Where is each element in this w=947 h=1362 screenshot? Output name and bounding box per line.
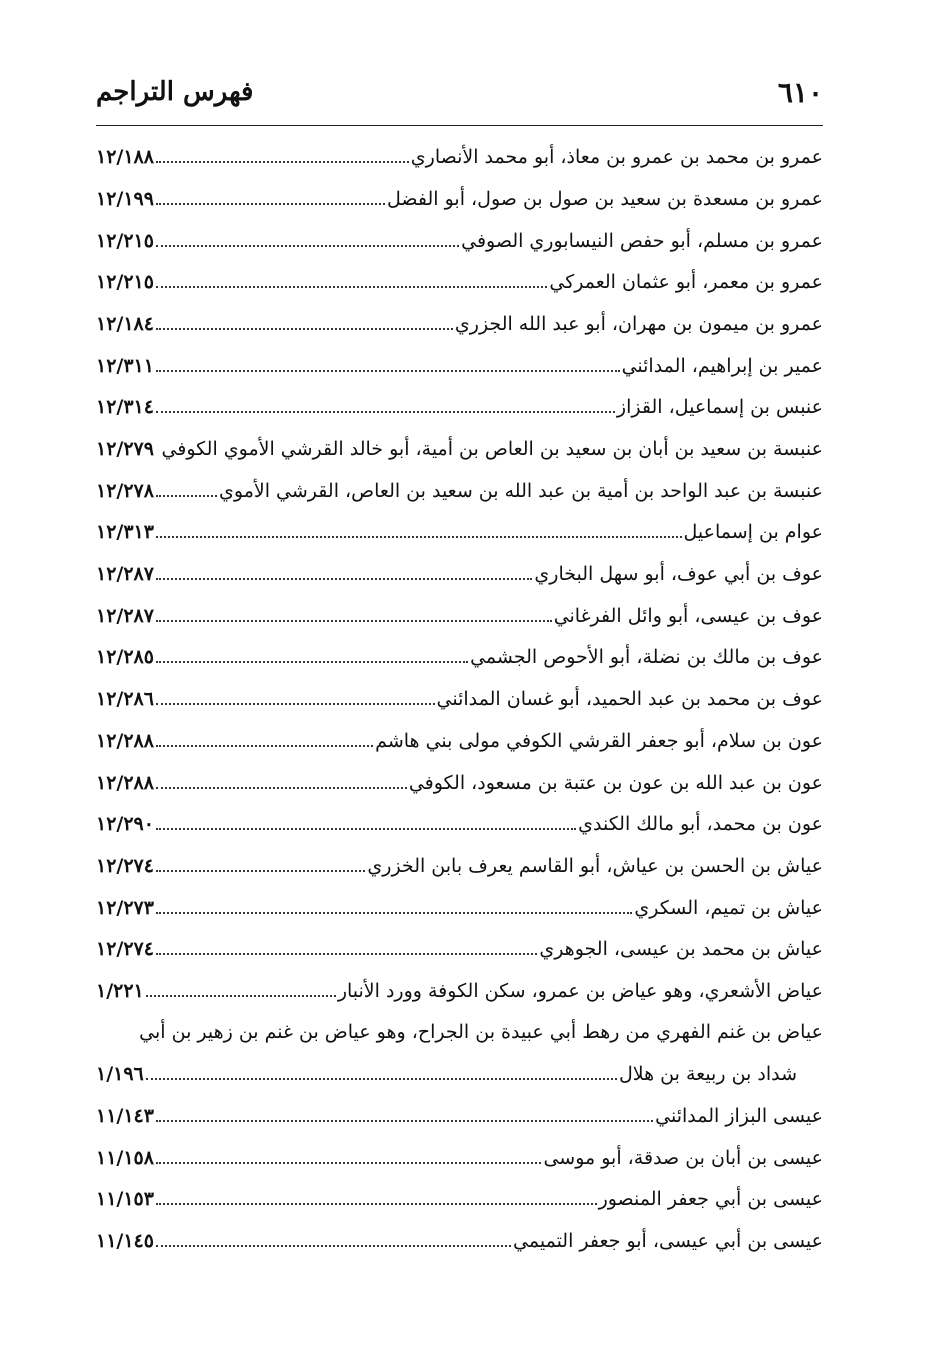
entry-name: عون بن سلام، أبو جعفر القرشي الكوفي مولى بني هاشم <box>375 729 823 752</box>
leader-dots <box>156 229 459 246</box>
list-item <box>96 313 823 355</box>
leader-dots <box>156 440 159 455</box>
leader-dots <box>156 1105 653 1122</box>
entry-name-continuation: شداد بن ربيعة بن هلال <box>618 1063 797 1086</box>
entry-ref: ١/٢٢١ <box>96 979 144 1002</box>
list-item <box>96 146 823 188</box>
entry-name: عيسى بن أبي جعفر المنصور <box>598 1188 823 1211</box>
list-item <box>96 730 823 772</box>
entry-name: عياش بن محمد بن عيسى، الجوهري <box>539 938 823 961</box>
entry-name: عوام بن إسماعيل <box>683 521 823 544</box>
entry-name: عمرو بن محمد بن عمرو بن معاذ، أبو محمد الأنصاري <box>410 146 823 169</box>
leader-dots <box>156 1188 597 1205</box>
entry-ref: ١١/١٥٣ <box>96 1188 154 1211</box>
entry-name: عوف بن مالك بن نضلة، أبو الأحوص الجشمي <box>470 646 823 669</box>
leader-dots <box>156 688 435 705</box>
entry-ref: ١٢/٢٨٧ <box>96 563 154 586</box>
entry-ref: ١٢/٢٧٨ <box>96 479 154 502</box>
list-item <box>96 771 823 813</box>
list-item <box>96 646 823 688</box>
entry-ref: ١٢/٣١١ <box>96 354 154 377</box>
entry-name: عمرو بن مسعدة بن سعيد بن صول بن صول، أبو الفضل <box>387 187 823 210</box>
entry-name: عمرو بن ميمون بن مهران، أبو عبد الله الجزري <box>454 312 823 335</box>
entry-ref: ١٢/٢١٥ <box>96 271 154 294</box>
leader-dots <box>156 938 537 955</box>
entry-name: عياض بن غنم الفهري من رهط أبي عبيدة بن الجراح، وهو عياض بن غنم بن زهير بن أبي <box>139 1021 823 1044</box>
entry-ref: ١٢/٣١٤ <box>96 396 154 419</box>
entry-ref: ١١/١٤٣ <box>96 1105 154 1127</box>
list-item <box>96 396 823 438</box>
list-item <box>96 938 823 980</box>
entry-ref: ١٢/٣١٣ <box>96 521 154 544</box>
entry-name: عمرو بن معمر، أبو عثمان العمركي <box>549 271 823 294</box>
entry-name: عيسى بن أبان بن صدقة، أبو موسى <box>543 1146 823 1169</box>
entry-name: عياش بن تميم، السكري <box>634 896 823 919</box>
leader-dots <box>156 605 552 622</box>
leader-dots <box>156 771 407 788</box>
entry-name: عمرو بن مسلم، أبو حفص النيسابوري الصوفي <box>461 229 823 252</box>
leader-dots <box>156 1230 511 1247</box>
leader-dots <box>156 646 468 663</box>
leader-dots <box>156 1147 541 1164</box>
leader-dots <box>156 521 682 538</box>
entry-name: عون بن محمد، أبو مالك الكندي <box>578 813 823 836</box>
entry-ref: ١/١٩٦ <box>96 1063 144 1086</box>
entry-ref: ١٢/٢٧٤ <box>96 854 154 877</box>
entry-name: عياش بن الحسن بن عياش، أبو القاسم يعرف بابن الخزري <box>367 854 823 877</box>
page-header <box>96 70 823 114</box>
list-item <box>96 1147 823 1189</box>
list-item <box>96 855 823 897</box>
leader-dots <box>156 146 409 163</box>
leader-dots <box>156 813 576 830</box>
entry-ref: ١٢/٢٨٨ <box>96 729 154 752</box>
leader-dots <box>156 480 217 497</box>
leader-dots <box>146 1063 617 1080</box>
leader-dots <box>156 563 532 580</box>
list-item <box>96 896 823 938</box>
entry-ref: ١٢/٢١٥ <box>96 229 154 252</box>
entry-ref: ١٢/٢٩٠ <box>96 813 154 836</box>
list-item <box>96 354 823 396</box>
entries-list <box>96 146 823 1272</box>
list-item-wrapped-line1 <box>96 1021 823 1063</box>
entry-name: عون بن عبد الله بن عون بن عتبة بن مسعود، الكوفي <box>408 771 823 794</box>
entry-name: عنبس بن إسماعيل، القزاز <box>616 396 823 419</box>
list-item <box>96 1230 823 1272</box>
leader-dots <box>156 313 453 330</box>
entry-ref: ١٢/٢٨٦ <box>96 688 154 711</box>
entry-ref: ١٢/١٩٩ <box>96 187 154 210</box>
leader-dots <box>146 980 336 997</box>
entry-name: عوف بن أبي عوف، أبو سهل البخاري <box>534 563 823 586</box>
list-item <box>96 229 823 271</box>
leader-dots <box>156 188 385 205</box>
leader-dots <box>156 271 547 288</box>
page-number: ٦١٠ <box>777 75 823 109</box>
entry-name: عنبسة بن عبد الواحد بن أمية بن عبد الله بن سعيد بن العاص، القرشي الأموي <box>219 479 823 502</box>
list-item <box>96 188 823 230</box>
entry-ref: ١٢/١٨٤ <box>96 312 154 335</box>
list-item <box>96 480 823 522</box>
leader-dots <box>156 730 373 747</box>
leader-dots <box>156 896 632 913</box>
list-item <box>96 813 823 855</box>
entry-ref: ١٢/٢٧٣ <box>96 896 154 919</box>
entry-ref: ١٢/٢٨٥ <box>96 646 154 669</box>
list-item <box>96 605 823 647</box>
leader-dots <box>156 354 620 371</box>
entry-ref: ١١/١٥٨ <box>96 1146 154 1169</box>
entry-name: عيسى بن أبي عيسى، أبو جعفر التميمي <box>513 1230 823 1253</box>
entry-ref: ١٢/٢٨٧ <box>96 604 154 627</box>
entry-name: عوف بن محمد بن عبد الحميد، أبو غسان المدائني <box>436 688 823 711</box>
entry-ref: ١٢/١٨٨ <box>96 146 154 169</box>
entry-name: عيسى البزاز المدائني <box>655 1105 823 1127</box>
entry-name: عنبسة بن سعيد بن أبان بن سعيد بن العاص بن أمية، أبو خالد القرشي الأموي الكوفي <box>161 437 823 460</box>
list-item <box>96 1188 823 1230</box>
entry-ref: ١٢/٢٨٨ <box>96 771 154 794</box>
entry-ref: ١٢/٢٧٤ <box>96 938 154 961</box>
list-item-wrapped-line2 <box>96 1063 823 1105</box>
page-title: فهرس التراجم <box>96 77 254 107</box>
list-item <box>96 1105 823 1147</box>
entry-name: عياض الأشعري، وهو عياض بن عمرو، سكن الكوفة وورد الأنبار <box>337 979 823 1002</box>
list-item <box>96 563 823 605</box>
list-item <box>96 438 823 480</box>
leader-dots <box>156 396 615 413</box>
list-item <box>96 521 823 563</box>
list-item <box>96 271 823 313</box>
list-item <box>96 688 823 730</box>
entry-ref: ١١/١٤٥ <box>96 1230 154 1253</box>
list-item <box>96 980 823 1022</box>
header-rule <box>96 125 823 126</box>
leader-dots <box>156 855 365 872</box>
entry-name: عوف بن عيسى، أبو وائل الفرغاني <box>553 604 823 627</box>
entry-name: عمير بن إبراهيم، المدائني <box>621 354 823 377</box>
entry-ref: ١٢/٢٧٩ <box>96 437 154 460</box>
